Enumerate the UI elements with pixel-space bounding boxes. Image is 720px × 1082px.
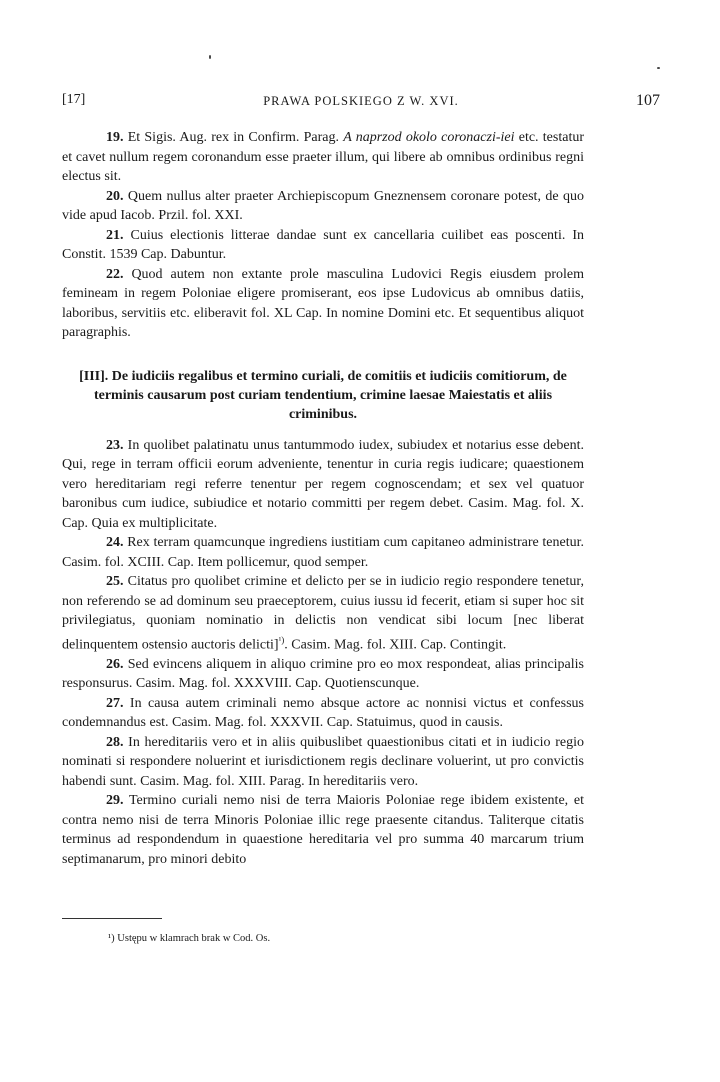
paragraph-number: 24. [106, 535, 124, 550]
paragraph [62, 791, 584, 869]
paragraph [62, 655, 584, 694]
paragraph-number: 21. [106, 227, 124, 243]
paragraph-text: In quolibet palatinatu unus tantummodo iudex, subiudex et notarius esse debent. Qui, rege in terram officii eorum adveniente, tenentur in curia regis iudicare; quaestionem vero hereditariam regi referre tenentur per regem cognoscendam; et sex vel quatuor baronibus cum iudice, subiudice et notario committi per regem debet. Casim. Mag. fol. X. Cap. Quia ex multiplicitate. [62, 437, 584, 531]
paragraph-text: Citatus pro quolibet crimine et delicto per se in iudicio regio respondere tenetur, non referendo se ad dominum seu praeceptorem, cuius iussu id fecerit, etiam si super hoc sit privilegiatus, quoniam nominatio in delictis non vendicat sibi locum [nec liberat delinquentem ostensio auctoris delicti] [62, 574, 584, 653]
paragraph-text: Rex terram quamcunque ingrediens iustitiam cum capitaneo administrare tenetur. Casim. fol. XCIII. Cap. Item pollicemur, quod semper. [62, 535, 584, 570]
paragraph-number: 20. [106, 188, 124, 204]
footnote-text: Ustępu w klamrach brak w Cod. Os. [114, 933, 271, 944]
running-header [62, 92, 660, 114]
paragraph-text: Termino curiali nemo nisi de terra Maioris Poloniae rege ibidem existente, et contra nemo nisi de terra Minoris Poloniae illic rege praesente citandus. Taliterque citatis terminus ad respondendum in quaestione hereditaria vel pro summa 40 marcarum trium septimanarum, pro minori debito [62, 793, 584, 867]
paragraph-text: Et Sigis. Aug. rex in Confirm. Parag. [123, 130, 344, 145]
paragraph-text: A naprzod okolo coronaczi-iei [343, 130, 515, 145]
running-title: PRAWA POLSKIEGO Z W. XVI. [263, 94, 459, 108]
paragraph-number: 27. [106, 695, 124, 711]
paragraph [62, 436, 584, 534]
paragraph [62, 128, 584, 187]
main-text [62, 128, 584, 869]
footnote [108, 933, 270, 944]
section-number: [17] [62, 92, 86, 107]
paragraph [62, 187, 584, 226]
paragraph [62, 533, 584, 572]
paragraph [62, 572, 584, 655]
page-number: 107 [636, 92, 660, 109]
paragraph [62, 265, 584, 343]
footnote-reference: ¹) [278, 634, 285, 645]
paragraph-number: 23. [106, 437, 124, 453]
paragraph [62, 226, 584, 265]
paragraph-number: 29. [106, 793, 124, 809]
paragraph [62, 733, 584, 792]
paragraph-text: . Casim. Mag. fol. XIII. Cap. Contingit. [284, 637, 507, 653]
paragraph-number: 26. [106, 656, 124, 672]
paragraph-text: Cuius electionis litterae dandae sunt ex cancellaria cuilibet eas poscenti. In Constit. 1539 Cap. Dabuntur. [62, 227, 584, 262]
paragraph-number: 22. [106, 266, 124, 282]
paragraph-text: In hereditariis vero et in aliis quibuslibet quaestionibus citati et in iudicio regio nominati si respondere noluerint et iurisdictionem regis declinare voluerint, ut pro convictis habendi sunt. Casim. Mag. fol. XIII. Parag. In hereditariis vero. [62, 734, 584, 789]
paragraph-block [62, 128, 584, 343]
ink-speck [209, 55, 211, 59]
ink-speck [657, 67, 660, 69]
paragraph-text: Quod autem non extante prole masculina Ludovici Regis eiusdem prolem femineam in regem Poloniae eligere promiserant, eos ipse Ludovicus ab omnibus datiis, laboribus, servitiis etc. eliberavit fol. XL Cap. In nomine Domini etc. Et sequentibus aliquot paragraphis. [62, 266, 584, 340]
section-heading: [III]. De iudiciis regalibus et termino curiali, de comitiis et iudiciis comitiorum, de terminis causarum post curiam tendentium, crimine laesae Maiestatis et aliis criminibus. [79, 368, 567, 422]
paragraph-block [62, 436, 584, 870]
paragraph-number: 25. [106, 574, 124, 589]
paragraph-number: 28. [106, 734, 124, 750]
paragraph-number: 19. [106, 130, 124, 145]
paragraph-text: Quem nullus alter praeter Archiepiscopum Gneznensem coronare potest, de quo vide apud Iacob. Przil. fol. XXI. [62, 188, 584, 223]
footnote-mark: ¹) [108, 933, 115, 944]
paragraph-text: Sed evincens aliquem in aliquo crimine pro eo mox respondeat, alias principalis responsurus. Casim. Mag. fol. XXXVIII. Cap. Quotienscunque. [62, 656, 584, 692]
paragraph-text: In causa autem criminali nemo absque actore ac nonnisi victus et confessus condemnandus est. Casim. Mag. fol. XXXVII. Cap. Statuimus, quod in causis. [62, 695, 584, 731]
paragraph-text: etc. testatur et cavet nullum regem coronandum esse praeter illum, qui libere ab omnibus ordinibus regni electus sit. [62, 130, 584, 184]
paragraph [62, 694, 584, 733]
footnote-rule [62, 918, 162, 919]
